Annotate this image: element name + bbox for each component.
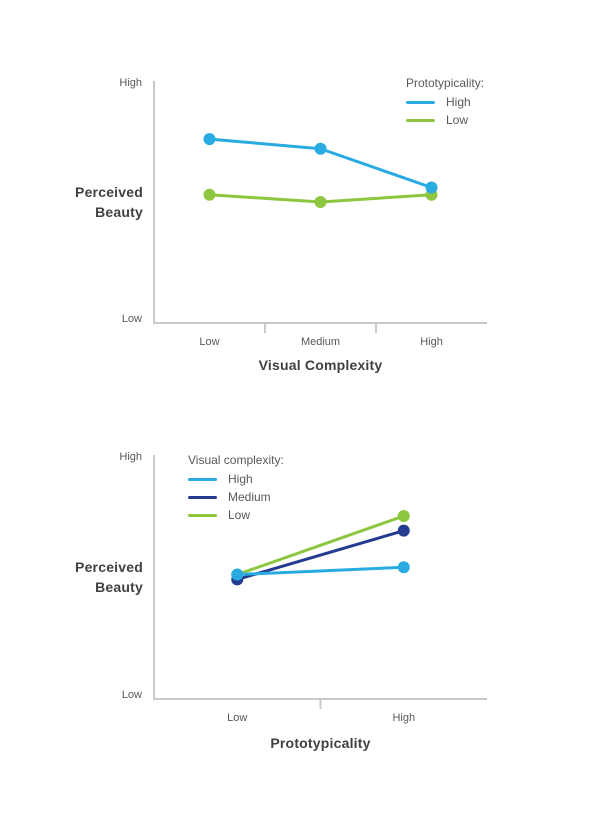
x-tick-label-medium: Medium	[300, 336, 341, 348]
x-tick-label-low: Low	[199, 336, 220, 348]
data-point-high-low	[231, 569, 243, 581]
legend-line-swatch	[188, 478, 217, 481]
legend-item-label: Low	[446, 113, 469, 127]
series-line-low	[237, 516, 404, 575]
y-axis-title-line1: Perceived	[75, 559, 143, 575]
x-tick-label-low: Low	[227, 712, 248, 724]
legend-line-swatch	[188, 496, 217, 499]
legend-line-swatch	[188, 514, 217, 517]
legend-item-medium	[188, 489, 284, 505]
y-axis-min-label: Low	[121, 313, 142, 325]
y-axis-title	[40, 557, 143, 597]
legend-item-high	[188, 471, 284, 487]
legend-visual-complexity	[188, 453, 284, 523]
legend-item-label: Low	[228, 508, 251, 522]
y-axis-min-label: Low	[121, 689, 142, 701]
data-point-medium-high	[398, 525, 410, 537]
x-axis-title: Visual Complexity	[258, 357, 383, 373]
y-axis-title-line2: Beauty	[95, 579, 143, 595]
y-axis-title-line2: Beauty	[95, 204, 143, 220]
y-axis-max-label: High	[119, 77, 142, 89]
y-axis-max-label: High	[119, 451, 142, 463]
legend-items	[188, 471, 284, 523]
legend-item-label: High	[446, 95, 471, 109]
y-axis-title-line1: Perceived	[75, 184, 143, 200]
data-point-high-high	[398, 561, 410, 573]
x-axis-title: Prototypicality	[270, 735, 371, 751]
legend-title: Visual complexity:	[188, 453, 284, 467]
data-point-low-high	[398, 510, 410, 522]
legend-title: Prototypicality:	[406, 76, 485, 90]
legend-item-label: Medium	[228, 490, 271, 504]
x-tick-label-high: High	[392, 712, 416, 724]
legend-item-label: High	[228, 472, 253, 486]
legend-item-low	[188, 507, 284, 523]
x-tick-label-high: High	[420, 336, 443, 348]
